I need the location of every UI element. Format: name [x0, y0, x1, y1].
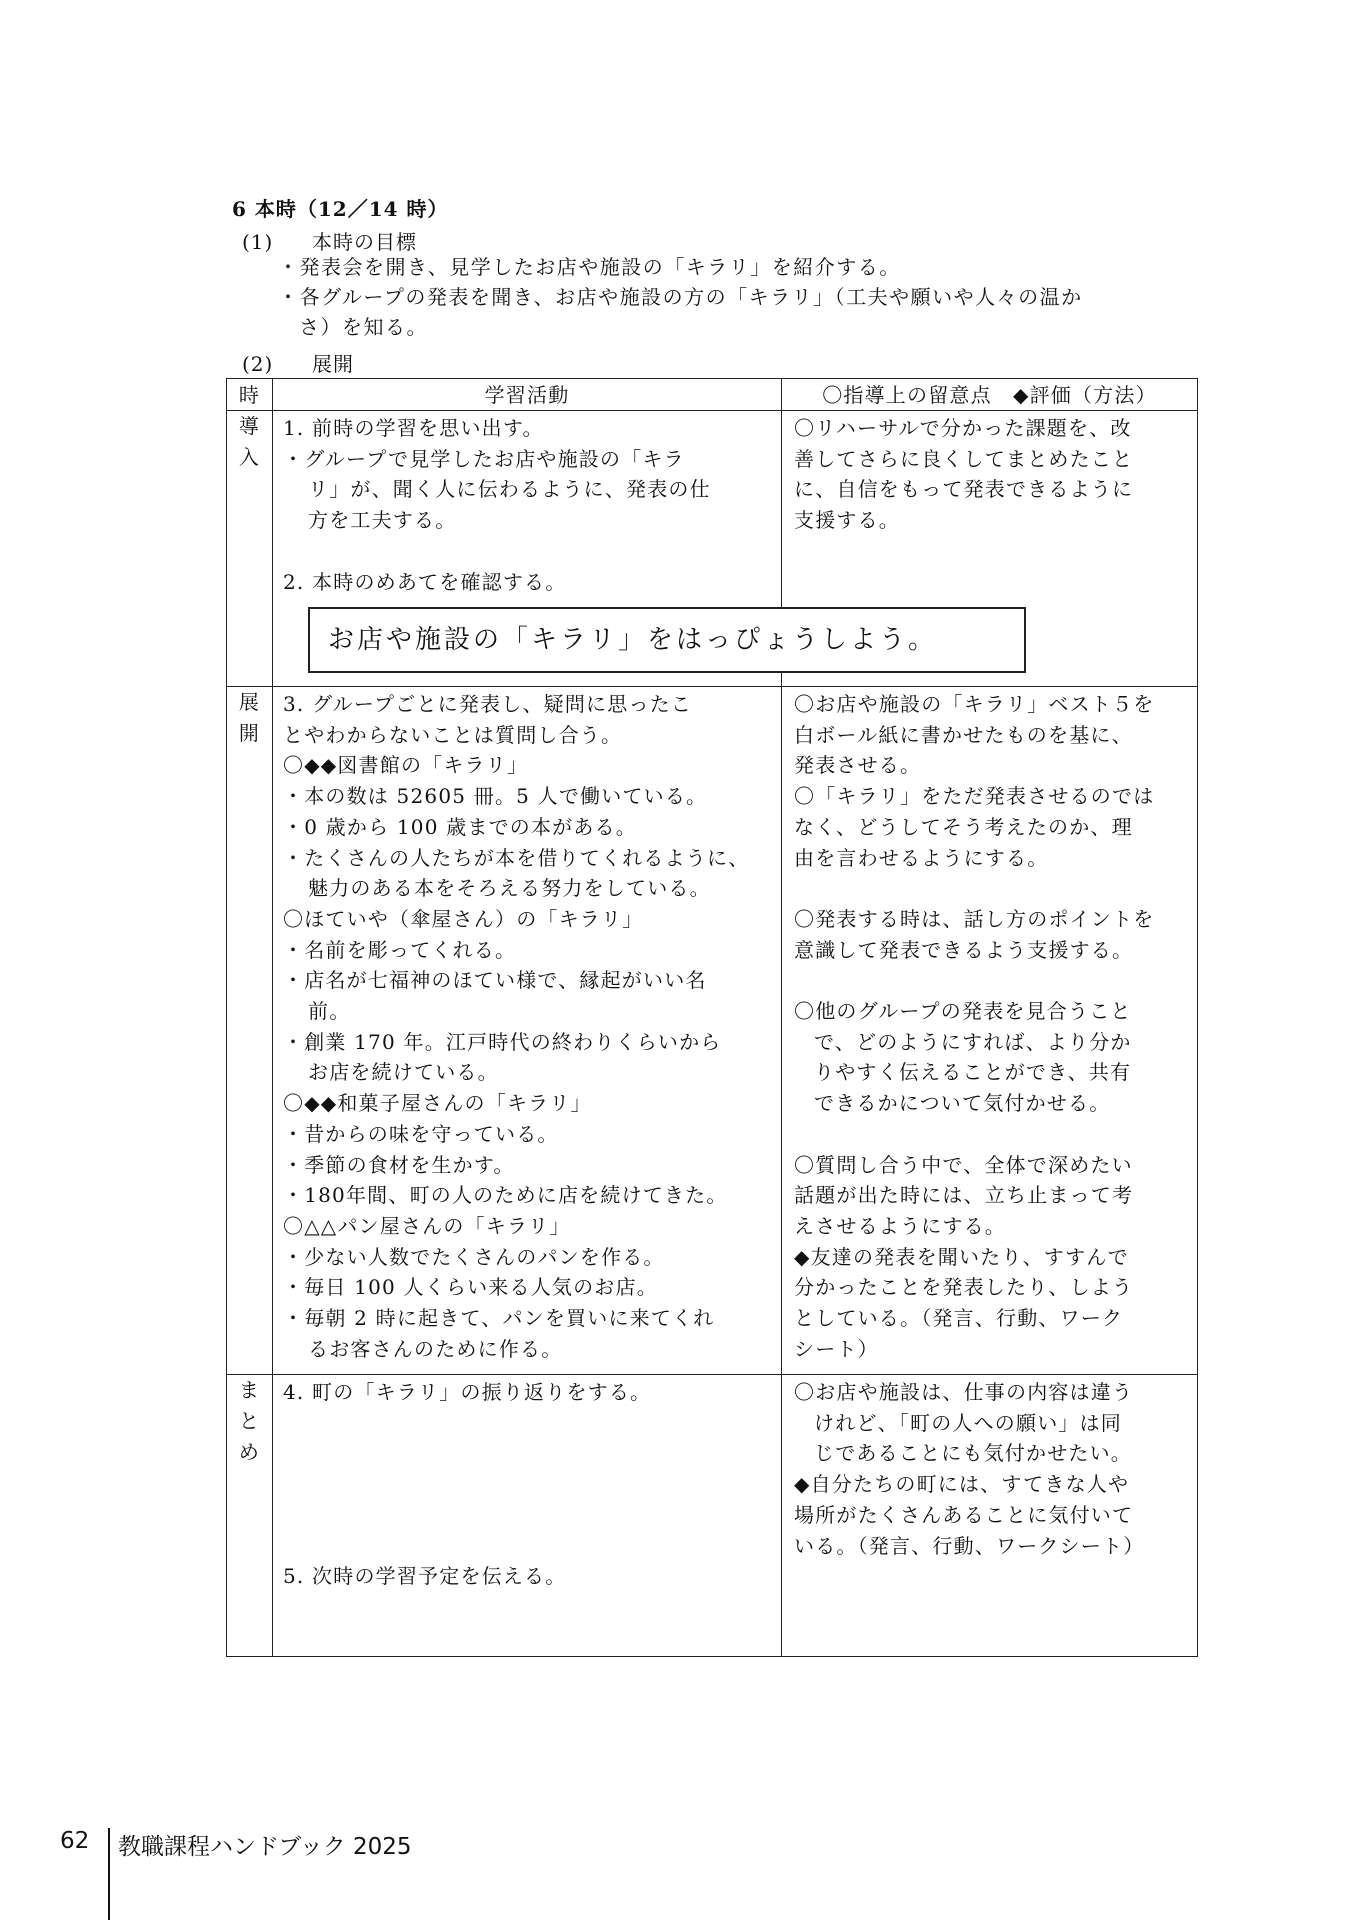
activity-line: ・創業 170 年。江戸時代の終わりくらいから — [283, 1029, 722, 1054]
guidance-line: 分かったことを発表したり、しよう — [794, 1275, 1134, 1300]
activity-line: ・毎朝 2 時に起きて、パンを買いに来てくれ — [283, 1306, 715, 1331]
activity-line: 2. 本時のめあてを確認する。 — [283, 569, 567, 594]
activity-line: ・少ない人数でたくさんのパンを作る。 — [283, 1244, 665, 1269]
guidance-line: りやすく伝えることができ、共有 — [814, 1060, 1132, 1085]
activity-cell — [273, 1375, 782, 1657]
activity-line: るお客さんのために作る。 — [308, 1336, 563, 1361]
guidance-line: 発表させる。 — [794, 753, 922, 778]
guidance-line: 場所がたくさんあることに気付いて — [794, 1502, 1134, 1527]
guidance-line: 〇発表する時は、話し方のポイントを — [794, 906, 1155, 931]
guidance-line: 〇お店や施設の「キラリ」ベスト５を — [794, 692, 1155, 716]
activity-line: ・店名が七福神のほてい様で、縁起がいい名 — [283, 968, 707, 993]
guidance-line: 善してさらに良くしてまとめたこと — [794, 446, 1134, 471]
activity-line: 〇△△パン屋さんの「キラリ」 — [283, 1213, 571, 1238]
activity-line: 〇ほていや（傘屋さん）の「キラリ」 — [283, 906, 644, 931]
activity-line: ・たくさんの人たちが本を借りてくれるように、 — [283, 845, 750, 870]
activity-line: お店を続けている。 — [308, 1060, 499, 1085]
activity-line: リ」が、聞く人に伝わるように、発表の仕 — [308, 477, 711, 502]
goal-list — [278, 252, 1083, 342]
activity-line: ・季節の食材を生かす。 — [283, 1152, 515, 1177]
guidance-line: 〇お店や施設は、仕事の内容は違う — [794, 1380, 1134, 1404]
table-row-summary — [227, 1375, 1198, 1657]
subsection-goal — [242, 226, 417, 255]
activity-line: 3. グループごとに発表し、疑問に思ったこ — [283, 692, 693, 716]
header-time: 時 — [227, 379, 273, 411]
guidance-line: 〇リハーサルで分かった課題を、改 — [794, 416, 1132, 440]
guidance-line: 白ボール紙に書かせたものを基に、 — [794, 722, 1133, 747]
activity-line: ・0 歳から 100 歳までの本がある。 — [283, 814, 637, 839]
activity-line: 魅力のある本をそろえる努力をしている。 — [308, 876, 711, 901]
guidance-line: じであることにも気付かせたい。 — [814, 1441, 1132, 1466]
activity-line: ・名前を彫ってくれる。 — [283, 937, 517, 962]
table-header-row — [227, 379, 1198, 411]
activity-line: 〇◆◆和菓子屋さんの「キラリ」 — [283, 1091, 592, 1116]
guidance-line: 〇質問し合う中で、全体で深めたい — [794, 1152, 1133, 1177]
header-guidance: 〇指導上の留意点 ◆評価（方法） — [782, 379, 1198, 411]
subsection-number: (1) — [242, 230, 274, 254]
guidance-line: ◆自分たちの町には、すてきな人や — [794, 1472, 1130, 1497]
guidance-line: 支援する。 — [794, 508, 900, 533]
lesson-goal-box: お店や施設の「キラリ」をはっぴょうしよう。 — [308, 607, 1026, 673]
time-cell: ま と め — [227, 1375, 273, 1657]
lesson-plan-table — [226, 378, 1198, 1657]
subsection-development — [242, 348, 354, 377]
activity-line: ・本の数は 52605 冊。5 人で働いている。 — [283, 784, 708, 809]
subsection-label: 本時の目標 — [312, 230, 417, 254]
guidance-line: えさせるようにする。 — [794, 1213, 1006, 1238]
guidance-line: 〇「キラリ」をただ発表させるのでは — [794, 784, 1155, 809]
activity-line: 〇◆◆図書館の「キラリ」 — [283, 753, 529, 778]
guidance-line: に、自信をもって発表できるように — [794, 477, 1134, 502]
guidance-line: で、どのようにすれば、より分か — [814, 1029, 1132, 1054]
subsection-label: 展開 — [312, 352, 354, 376]
guidance-cell — [782, 1375, 1198, 1657]
guidance-line: けれど、「町の人への願い」は同 — [814, 1410, 1122, 1435]
activity-line: ・グループで見学したお店や施設の「キラ — [283, 446, 685, 471]
page-number: 62 — [60, 1828, 90, 1854]
guidance-line: なく、どうしてそう考えたのか、理 — [794, 814, 1133, 839]
activity-line: ・180年間、町の人のために店を続けてきた。 — [283, 1183, 728, 1208]
goal-item: ・各グループの発表を聞き、お店や施設の方の「キラリ」（工夫や願いや人々の温か — [278, 285, 1083, 309]
book-title: 教職課程ハンドブック 2025 — [118, 1834, 412, 1860]
guidance-line: 由を言わせるようにする。 — [794, 845, 1049, 870]
guidance-line: としている。（発言、行動、ワーク — [794, 1306, 1124, 1331]
activity-line: ・昔からの味を守っている。 — [283, 1121, 559, 1146]
table-row-development — [227, 687, 1198, 1375]
activity-line: 5. 次時の学習予定を伝える。 — [283, 1564, 567, 1589]
guidance-line: シート） — [794, 1336, 879, 1361]
guidance-cell — [782, 687, 1198, 1375]
activity-line: 方を工夫する。 — [308, 508, 457, 533]
guidance-line: 意識して発表できるよう支援する。 — [794, 937, 1134, 962]
goal-item-continuation: さ）を知る。 — [299, 315, 428, 339]
subsection-number: (2) — [242, 352, 274, 376]
activity-line: とやわからないことは質問し合う。 — [283, 722, 623, 747]
activity-cell — [273, 687, 782, 1375]
goal-item: ・発表会を開き、見学したお店や施設の「キラリ」を紹介する。 — [278, 255, 901, 279]
time-cell: 導 入 — [227, 411, 273, 687]
guidance-line: 話題が出た時には、立ち止まって考 — [794, 1183, 1134, 1208]
footer-divider — [108, 1828, 110, 1920]
section-title: 6 本時（12／14 時） — [232, 197, 449, 221]
activity-line: 4. 町の「キラリ」の振り返りをする。 — [283, 1380, 652, 1404]
activity-line: ・毎日 100 人くらい来る人気のお店。 — [283, 1275, 658, 1300]
guidance-line: ◆友達の発表を聞いたり、すすんで — [794, 1244, 1129, 1269]
header-activity: 学習活動 — [273, 379, 782, 411]
time-cell: 展 開 — [227, 687, 273, 1375]
activity-line: 前。 — [308, 999, 351, 1024]
guidance-line: 〇他のグループの発表を見合うこと — [794, 999, 1132, 1023]
activity-line: 1. 前時の学習を思い出す。 — [283, 416, 544, 440]
guidance-line: できるかについて気付かせる。 — [814, 1091, 1111, 1116]
guidance-line: いる。（発言、行動、ワークシート） — [794, 1533, 1145, 1558]
